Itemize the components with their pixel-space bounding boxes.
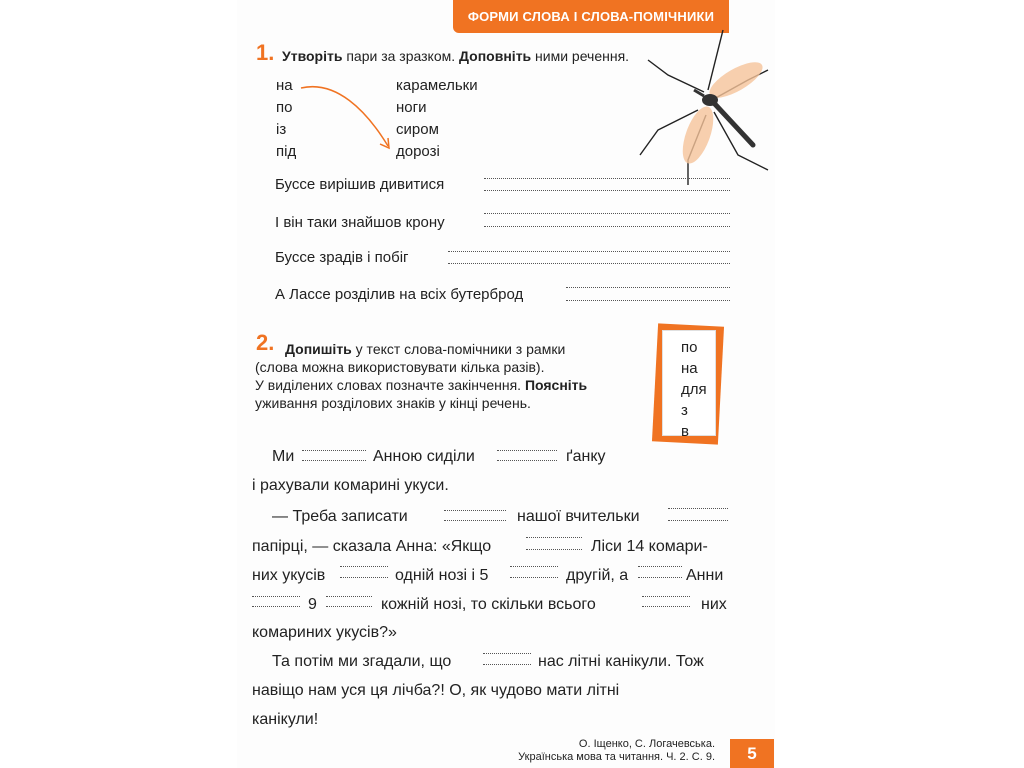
answer-line[interactable] — [484, 213, 730, 214]
footer-book: Українська мова та читання. Ч. 2. С. 9. — [518, 751, 715, 763]
answer-line[interactable] — [484, 178, 730, 179]
preposition: на — [276, 77, 293, 94]
instruction-text: (слова можна використовувати кілька разів). — [255, 359, 545, 375]
text-fragment: нас літні канікули. Тож — [538, 653, 704, 670]
text-fragment: Анни — [686, 567, 724, 584]
instruction-text: у текст слова-помічники з рамки — [351, 341, 566, 357]
text-fragment: Ліси 14 комари- — [591, 538, 708, 555]
blank[interactable] — [668, 508, 728, 509]
text-fragment: Та потім ми згадали, що — [272, 653, 452, 670]
text-fragment: і рахували комарині укуси. — [252, 477, 449, 494]
answer-line[interactable] — [484, 226, 730, 227]
blank[interactable] — [642, 596, 690, 597]
blank[interactable] — [497, 450, 557, 451]
answer-line[interactable] — [484, 190, 730, 191]
sentence-1: Буссе вирішив дивитися — [275, 176, 445, 193]
task-1-instruction — [282, 47, 629, 65]
blank[interactable] — [326, 606, 372, 607]
text-fragment: другій, а — [566, 567, 629, 584]
noun-list — [396, 75, 478, 163]
blank[interactable] — [252, 606, 300, 607]
blank[interactable] — [510, 566, 558, 567]
text-fragment: ґанку — [566, 448, 606, 465]
mosquito-illustration — [628, 20, 773, 190]
answer-line[interactable] — [448, 251, 730, 252]
helper-word: на — [681, 360, 698, 377]
page-number-text: 5 — [747, 743, 757, 763]
instruction-text: пари за зразком. — [342, 48, 460, 64]
instruction-text: У виділених словах позначте закінчення. — [255, 377, 525, 393]
word-box — [662, 330, 716, 440]
text-fragment: 9 — [308, 596, 317, 613]
noun: сиром — [396, 121, 439, 138]
instruction-text: ними речення. — [531, 48, 630, 64]
text-fragment: них — [701, 596, 727, 613]
sentence-3: Буссе зрадів і побіг — [275, 249, 409, 266]
blank[interactable] — [638, 577, 682, 578]
instruction-bold: Утворіть — [282, 48, 343, 64]
blank[interactable] — [444, 510, 506, 511]
text-fragment: канікули! — [252, 711, 319, 728]
blank[interactable] — [497, 460, 557, 461]
text-fragment: — Треба записати — [272, 508, 408, 525]
blank[interactable] — [444, 520, 506, 521]
blank[interactable] — [526, 549, 582, 550]
task-1 — [256, 40, 274, 66]
blank[interactable] — [483, 653, 531, 654]
task-2-instruction — [255, 340, 615, 412]
text-fragment: нашої вчительки — [517, 508, 640, 525]
sentence-4: А Лассе розділив на всіх бутерброд — [275, 286, 524, 303]
text-line — [272, 442, 294, 471]
preposition: по — [276, 99, 293, 116]
instruction-bold: Допишіть — [285, 341, 352, 357]
blank[interactable] — [668, 520, 728, 521]
page-number — [730, 739, 774, 768]
text-fragment: Ми — [272, 448, 295, 465]
blank[interactable] — [340, 566, 388, 567]
helper-word: по — [681, 339, 698, 356]
blank[interactable] — [526, 537, 582, 538]
text-fragment: них укусів — [252, 567, 326, 584]
blank[interactable] — [302, 460, 366, 461]
task-number: 1. — [256, 40, 275, 65]
answer-line[interactable] — [566, 287, 730, 288]
instruction-text: уживання розділових знаків у кінці речень. — [255, 395, 531, 411]
noun: ноги — [396, 99, 427, 116]
blank[interactable] — [483, 664, 531, 665]
text-fragment: навіщо нам уся ця лічба?! О, як чудово мати літні — [252, 682, 620, 699]
blank[interactable] — [252, 596, 300, 597]
helper-word: для — [681, 381, 707, 398]
footer-authors: О. Іщенко, С. Логачевська. — [578, 738, 715, 750]
sentence-2: І він таки знайшов крону — [275, 214, 445, 231]
task-number: 2. — [256, 330, 275, 355]
text-fragment: папірці, — сказала Анна: «Якщо — [252, 538, 492, 555]
footer-credit — [518, 738, 715, 764]
noun: карамельки — [396, 77, 478, 94]
instruction-bold: Поясніть — [524, 377, 588, 393]
preposition: із — [276, 121, 287, 138]
text-fragment: одній нозі і 5 — [395, 567, 489, 584]
text-fragment: Анною сиділи — [373, 448, 475, 465]
blank[interactable] — [302, 450, 366, 451]
text-fragment: кожній нозі, то скільки всього — [381, 596, 596, 613]
helper-word: з — [681, 402, 688, 419]
blank[interactable] — [642, 606, 690, 607]
section-title: ФОРМИ СЛОВА І СЛОВА-ПОМІЧНИКИ — [467, 9, 715, 24]
blank[interactable] — [340, 577, 388, 578]
preposition: під — [276, 143, 297, 160]
instruction-bold: Доповніть — [459, 48, 532, 64]
answer-line[interactable] — [448, 263, 730, 264]
noun: дорозі — [396, 143, 440, 160]
answer-line[interactable] — [566, 300, 730, 301]
text-fragment: комариних укусів?» — [252, 624, 397, 641]
blank[interactable] — [510, 577, 558, 578]
helper-word: в — [681, 423, 689, 440]
blank[interactable] — [326, 596, 372, 597]
blank[interactable] — [638, 566, 682, 567]
example-arrow — [296, 80, 401, 155]
preposition-list — [276, 75, 296, 163]
